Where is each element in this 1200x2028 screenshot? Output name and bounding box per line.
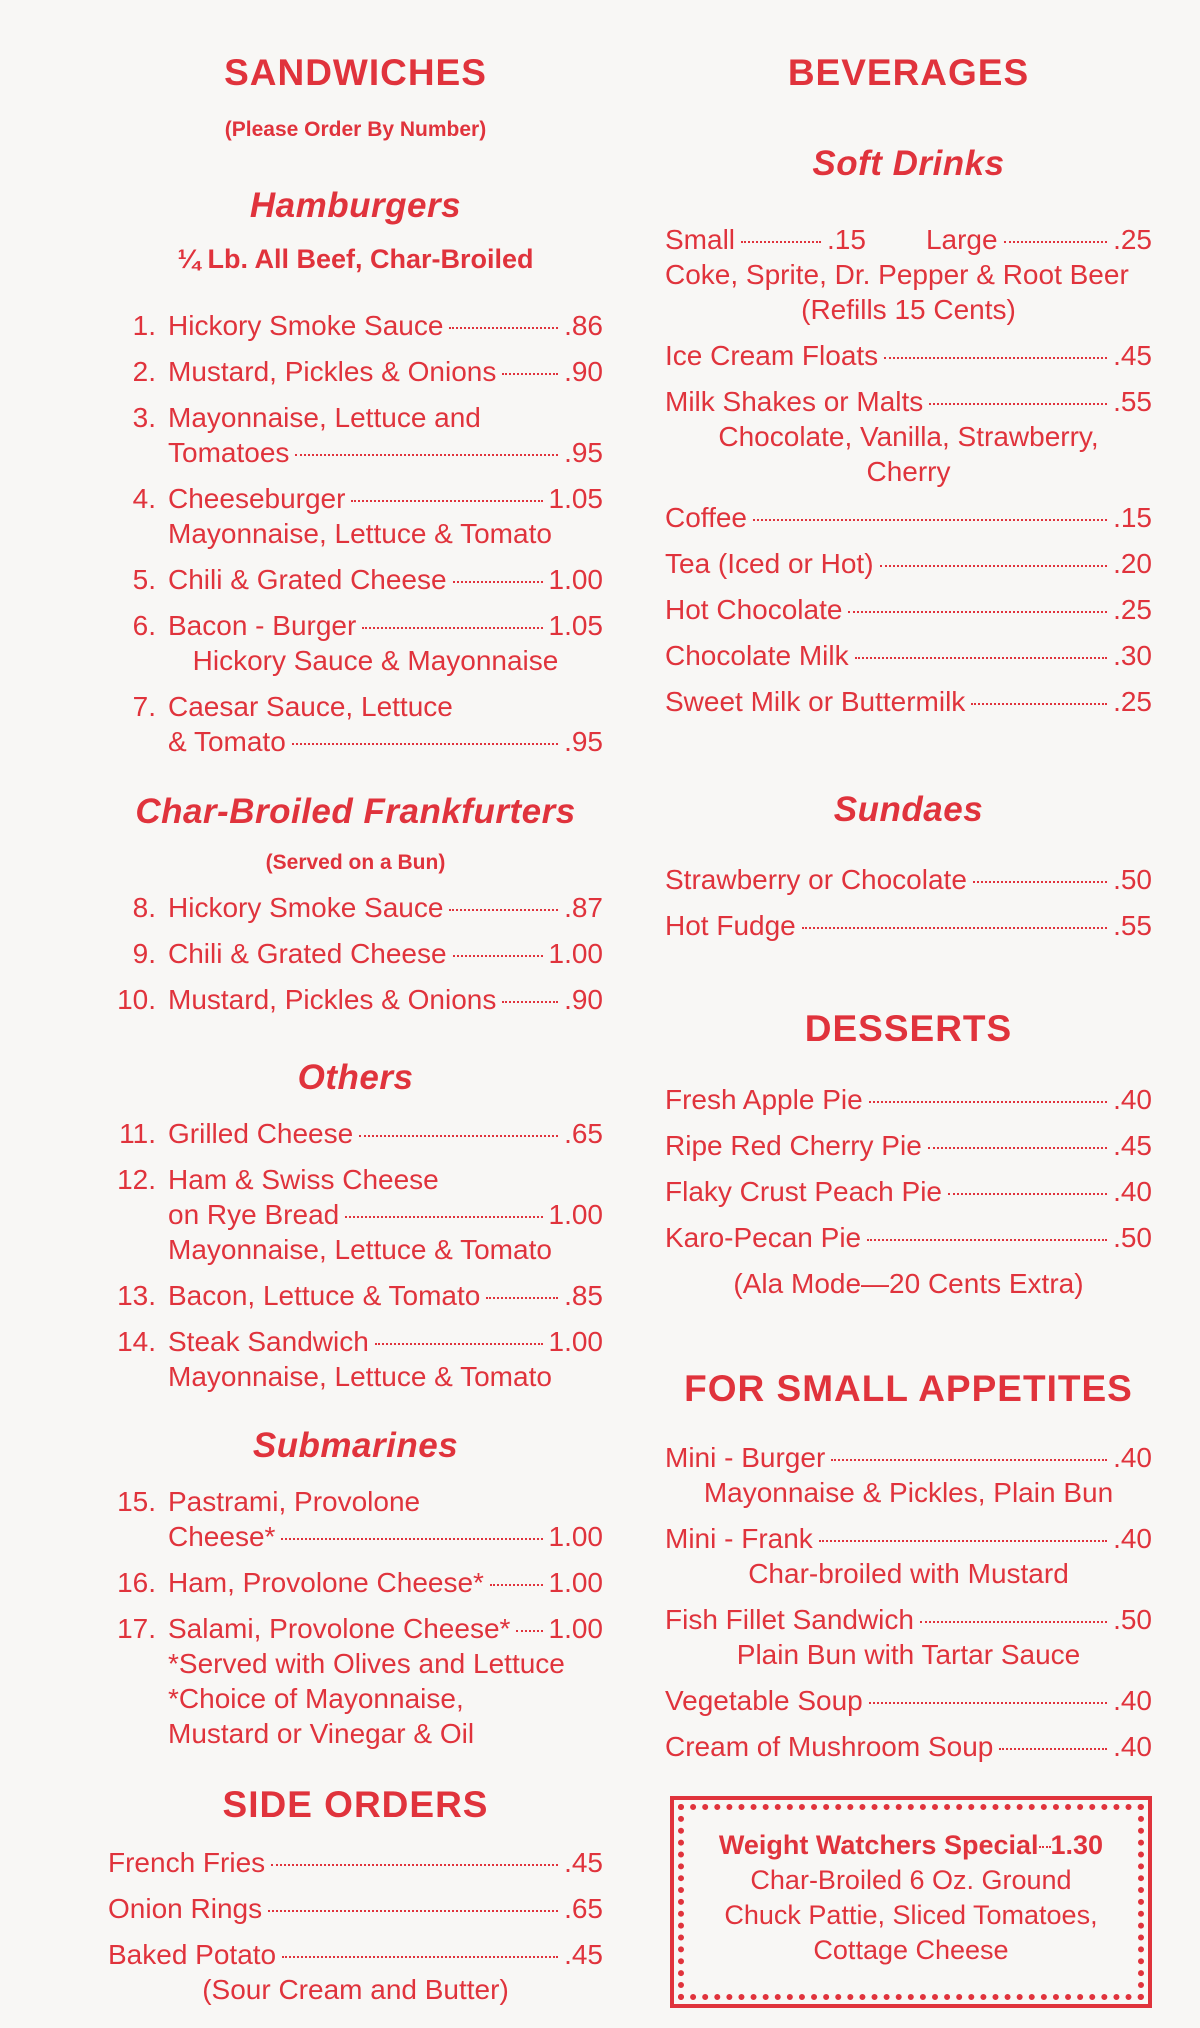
item-price: 1.00 [548, 1199, 603, 1230]
item-price: .25 [1113, 686, 1152, 717]
dot-leader [741, 241, 821, 243]
dot-leader [831, 1459, 1107, 1461]
menu-item [108, 562, 603, 597]
menu-item [665, 1082, 1152, 1117]
menu-item [665, 1128, 1152, 1163]
item-name: Chocolate Milk [665, 640, 849, 671]
soft-drinks-list [665, 222, 1152, 719]
dot-leader [268, 1910, 558, 1912]
item-price: .45 [1113, 1130, 1152, 1161]
menu-item [665, 862, 1152, 897]
menu-item [665, 384, 1152, 419]
menu-item [665, 684, 1152, 719]
menu-item [665, 1729, 1152, 1764]
item-name: Tomatoes [168, 437, 290, 468]
item-name: Mini - Frank [665, 1523, 813, 1554]
menu-item [108, 936, 603, 971]
item-price: 1.00 [548, 1567, 603, 1598]
item-price: .40 [1113, 1084, 1152, 1115]
menu-item-cont [108, 724, 603, 759]
refills-note: (Refills 15 Cents) [801, 294, 1016, 325]
item-name: Caesar Sauce, Lettuce [168, 691, 453, 722]
sundaes-title: Sundaes [833, 790, 984, 829]
order-note: (Please Order By Number) [224, 118, 487, 141]
item-price: .30 [1113, 640, 1152, 671]
item-number: 9. [132, 938, 156, 969]
menu-item [108, 689, 603, 724]
side-orders-note: (Sour Cream and Butter) [202, 1974, 509, 2005]
menu-item [108, 1891, 603, 1926]
item-number: 3. [132, 402, 156, 433]
hamburgers-title: Hamburgers [249, 186, 462, 225]
small-appetites-list [665, 1440, 1152, 1764]
item-description: Mayonnaise, Lettuce & Tomato [168, 1361, 552, 1392]
item-price: .85 [564, 1280, 603, 1311]
special-description: Cottage Cheese [813, 1935, 1009, 1965]
dot-leader [928, 1147, 1107, 1149]
special-description: Char-Broiled 6 Oz. Ground [750, 1865, 1072, 1895]
item-name: Cheeseburger [168, 483, 346, 514]
item-name: Vegetable Soup [665, 1685, 863, 1716]
soft-drinks-description: Coke, Sprite, Dr. Pepper & Root Beer [665, 259, 1129, 290]
item-price: .40 [1113, 1523, 1152, 1554]
desserts-list [665, 1082, 1152, 1301]
dot-leader [345, 1216, 542, 1218]
item-price: .50 [1113, 1222, 1152, 1253]
desserts-title: DESSERTS [804, 1008, 1013, 1049]
item-name: Baked Potato [108, 1939, 277, 1970]
item-name: Hickory Smoke Sauce [168, 310, 444, 341]
item-name: Flaky Crust Peach Pie [665, 1176, 942, 1207]
submarine-note: Mustard or Vinegar & Oil [168, 1718, 475, 1749]
item-name: Milk Shakes or Malts [665, 386, 924, 417]
frankfurters-title: Char-Broiled Frankfurters [135, 792, 576, 831]
dot-leader [449, 327, 558, 329]
menu-item [665, 500, 1152, 535]
dot-leader [753, 519, 1107, 521]
dot-leader [999, 1748, 1107, 1750]
dot-leader [359, 1135, 558, 1137]
dot-leader [295, 454, 558, 456]
item-name: & Tomato [168, 726, 286, 757]
item-description: Mayonnaise, Lettuce & Tomato [168, 518, 552, 549]
dot-leader [502, 1001, 558, 1003]
small-appetites-title: FOR SMALL APPETITES [684, 1368, 1133, 1409]
item-number: 5. [132, 564, 156, 595]
dot-leader [973, 881, 1107, 883]
menu-item [108, 1937, 603, 1972]
menu-item [665, 1174, 1152, 1209]
item-name: Hot Fudge [665, 910, 796, 941]
item-price: .45 [564, 1847, 603, 1878]
item-price: 1.00 [548, 564, 603, 595]
side-orders-list [108, 1845, 603, 2007]
item-name: Cheese* [168, 1521, 276, 1552]
item-name: Ice Cream Floats [665, 340, 879, 371]
soft-drinks-title: Soft Drinks [812, 144, 1005, 183]
item-name: on Rye Bread [168, 1199, 340, 1230]
item-price: 1.05 [548, 483, 603, 514]
dot-leader [271, 1864, 558, 1866]
item-description: Cherry [866, 456, 951, 487]
submarine-note: *Choice of Mayonnaise, [168, 1683, 464, 1714]
item-description: Chocolate, Vanilla, Strawberry, [718, 421, 1099, 452]
dot-leader [802, 927, 1107, 929]
dot-leader [884, 357, 1107, 359]
item-price: .40 [1113, 1685, 1152, 1716]
menu-item [665, 638, 1152, 673]
menu-item [108, 1324, 603, 1359]
menu-item [108, 890, 603, 925]
item-description: Hickory Sauce & Mayonnaise [192, 645, 559, 676]
menu-item-cont [108, 1197, 603, 1232]
item-number: 11. [119, 1118, 156, 1149]
item-number: 8. [132, 892, 156, 923]
frankfurters-subtitle: (Served on a Bun) [265, 851, 446, 874]
special-description: Chuck Pattie, Sliced Tomatoes, [724, 1900, 1098, 1930]
item-price: .90 [564, 356, 603, 387]
menu-item [108, 400, 603, 435]
others-title: Others [297, 1058, 414, 1097]
menu-item [108, 1484, 603, 1519]
dot-leader [449, 909, 558, 911]
weight-watchers-box [670, 1796, 1152, 2008]
submarine-note: *Served with Olives and Lettuce [168, 1648, 565, 1679]
desserts-note: (Ala Mode—20 Cents Extra) [733, 1268, 1084, 1299]
frankfurters-list [108, 890, 603, 1017]
special-content [696, 1828, 1126, 1968]
item-name: Mini - Burger [665, 1442, 826, 1473]
item-price: .95 [564, 726, 603, 757]
item-number: 16. [117, 1567, 156, 1598]
item-price: .15 [1113, 502, 1152, 533]
menu-item [665, 1220, 1152, 1255]
item-number: 12. [117, 1164, 156, 1195]
size-small-price: .15 [827, 224, 866, 255]
item-description: Plain Bun with Tartar Sauce [736, 1639, 1081, 1670]
item-number: 17. [117, 1613, 156, 1644]
menu-item-cont [108, 1519, 603, 1554]
item-number: 6. [132, 610, 156, 641]
item-name: Mayonnaise, Lettuce and [168, 402, 481, 433]
item-name: Coffee [665, 502, 747, 533]
item-number: 13. [117, 1280, 156, 1311]
item-price: .55 [1113, 386, 1152, 417]
hamburgers-list [108, 308, 603, 759]
size-large-price: .25 [1113, 224, 1152, 255]
menu-item [665, 592, 1152, 627]
item-name: Strawberry or Chocolate [665, 864, 967, 895]
others-list [108, 1116, 603, 1394]
item-price: .87 [564, 892, 603, 923]
menu-item [665, 338, 1152, 373]
item-name: Sweet Milk or Buttermilk [665, 686, 966, 717]
menu-item [665, 908, 1152, 943]
menu-item [108, 1278, 603, 1313]
item-name: Bacon - Burger [168, 610, 357, 641]
special-title: Weight Watchers Special [718, 1830, 1039, 1860]
sandwiches-title: SANDWICHES [224, 52, 487, 93]
dot-leader [516, 1630, 542, 1632]
item-number: 14. [117, 1326, 156, 1357]
dot-leader [971, 703, 1107, 705]
item-price: .40 [1113, 1731, 1152, 1762]
dot-leader [490, 1584, 543, 1586]
item-price: .50 [1113, 864, 1152, 895]
item-number: 7. [132, 691, 156, 722]
menu-item [108, 608, 603, 643]
item-description: Mayonnaise & Pickles, Plain Bun [703, 1477, 1114, 1508]
special-price: 1.30 [1050, 1830, 1104, 1860]
item-price: .25 [1113, 594, 1152, 625]
item-name: Onion Rings [108, 1893, 263, 1924]
submarines-list [108, 1484, 603, 1751]
dot-leader [375, 1343, 543, 1345]
menu-item [108, 308, 603, 343]
dot-leader [880, 565, 1108, 567]
menu-item [665, 1440, 1152, 1475]
dot-leader [362, 627, 542, 629]
item-number: 1. [132, 310, 156, 341]
item-price: .95 [564, 437, 603, 468]
item-price: 1.00 [548, 1613, 603, 1644]
item-name: Ham & Swiss Cheese [168, 1164, 439, 1195]
dot-leader [282, 1956, 558, 1958]
beverages-title: BEVERAGES [787, 52, 1030, 93]
dot-leader [869, 1101, 1107, 1103]
item-name: Tea (Iced or Hot) [665, 548, 874, 579]
item-name: Bacon, Lettuce & Tomato [168, 1280, 481, 1311]
item-name: French Fries [108, 1847, 266, 1878]
item-price: .86 [564, 310, 603, 341]
side-orders-title: SIDE ORDERS [222, 1784, 489, 1825]
item-price: .45 [1113, 340, 1152, 371]
item-number: 4. [132, 483, 156, 514]
item-price: 1.00 [548, 1326, 603, 1357]
dot-leader [929, 403, 1107, 405]
item-price: .40 [1113, 1442, 1152, 1473]
item-price: 1.00 [548, 938, 603, 969]
dot-leader [1004, 241, 1107, 243]
menu-item [108, 481, 603, 516]
item-description: Mayonnaise, Lettuce & Tomato [168, 1234, 552, 1265]
item-price: .40 [1113, 1176, 1152, 1207]
menu-item [665, 1521, 1152, 1556]
item-number: 2. [132, 356, 156, 387]
item-name: Cream of Mushroom Soup [665, 1731, 994, 1762]
dot-leader [920, 1621, 1107, 1623]
item-description: Char-broiled with Mustard [748, 1558, 1069, 1589]
item-price: .65 [564, 1118, 603, 1149]
menu-item [108, 354, 603, 389]
item-name: Ham, Provolone Cheese* [168, 1567, 484, 1598]
dot-leader [453, 955, 543, 957]
dot-leader [292, 743, 558, 745]
special-title-row [696, 1828, 1126, 1863]
item-name: Mustard, Pickles & Onions [168, 356, 497, 387]
menu-item-cont [108, 435, 603, 470]
item-name: Salami, Provolone Cheese* [168, 1613, 511, 1644]
item-name: Steak Sandwich [168, 1326, 369, 1357]
item-name: Hickory Smoke Sauce [168, 892, 444, 923]
menu-item [665, 1683, 1152, 1718]
dot-leader [869, 1702, 1107, 1704]
item-name: Grilled Cheese [168, 1118, 354, 1149]
dot-leader [486, 1297, 558, 1299]
size-small-label: Small [665, 224, 736, 255]
dot-leader [819, 1540, 1107, 1542]
dot-leader [351, 500, 542, 502]
menu-item [108, 1611, 603, 1646]
item-name: Hot Chocolate [665, 594, 843, 625]
item-name: Karo-Pecan Pie [665, 1222, 862, 1253]
dot-leader [867, 1239, 1107, 1241]
menu-item [108, 1565, 603, 1600]
hamburgers-subtitle: ¼ Lb. All Beef, Char-Broiled [177, 244, 534, 274]
item-price: .45 [564, 1939, 603, 1970]
sundaes-list [665, 862, 1152, 943]
item-price: .20 [1113, 548, 1152, 579]
item-name: Chili & Grated Cheese [168, 564, 447, 595]
menu-item [108, 1116, 603, 1151]
item-number: 15. [117, 1486, 156, 1517]
menu-item [665, 1602, 1152, 1637]
soft-drink-sizes [665, 222, 1152, 257]
dot-leader [502, 373, 558, 375]
item-price: .55 [1113, 910, 1152, 941]
item-price: 1.05 [548, 610, 603, 641]
dot-leader [948, 1193, 1107, 1195]
menu-item [108, 982, 603, 1017]
size-large-label: Large [925, 224, 998, 255]
item-price: .50 [1113, 1604, 1152, 1635]
dot-leader [855, 657, 1107, 659]
item-price: 1.00 [548, 1521, 603, 1552]
item-name: Chili & Grated Cheese [168, 938, 447, 969]
dot-leader [1039, 1846, 1051, 1848]
item-price: .65 [564, 1893, 603, 1924]
menu-item [665, 546, 1152, 581]
dot-leader [281, 1538, 542, 1540]
item-number: 10. [117, 984, 156, 1015]
item-price: .90 [564, 984, 603, 1015]
dot-leader [453, 581, 543, 583]
menu-item [108, 1845, 603, 1880]
item-name: Pastrami, Provolone [168, 1486, 421, 1517]
submarines-title: Submarines [252, 1426, 459, 1465]
item-name: Ripe Red Cherry Pie [665, 1130, 922, 1161]
item-name: Fish Fillet Sandwich [665, 1604, 914, 1635]
menu-item [108, 1162, 603, 1197]
dot-leader [848, 611, 1107, 613]
item-name: Fresh Apple Pie [665, 1084, 863, 1115]
item-name: Mustard, Pickles & Onions [168, 984, 497, 1015]
